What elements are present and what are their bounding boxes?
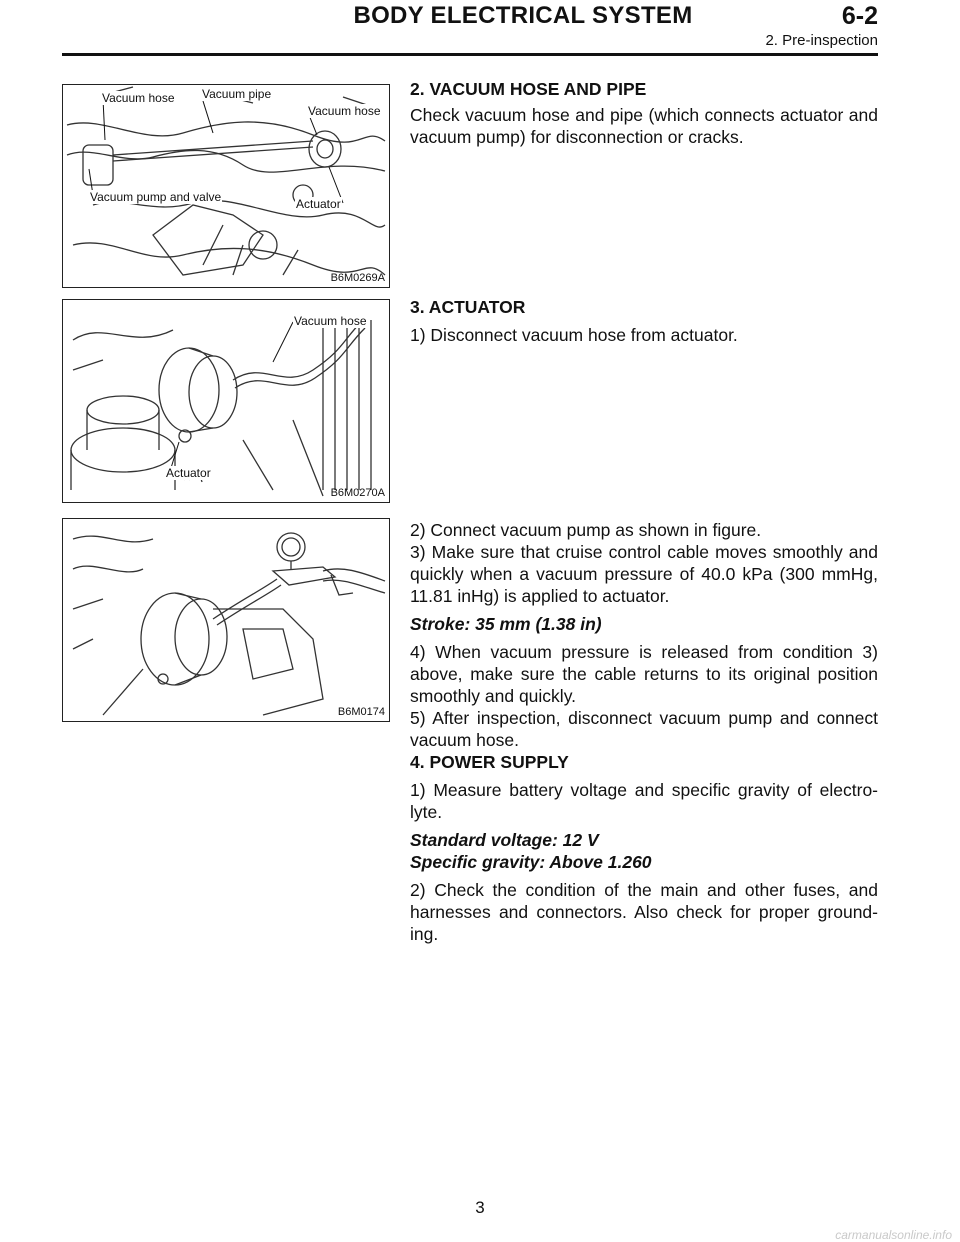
figure-actuator xyxy=(62,299,390,503)
page-number: 3 xyxy=(475,1198,485,1217)
figure-label: Vacuum pump and valve xyxy=(90,190,222,204)
figure-code: B6M0174 xyxy=(337,706,385,718)
spec-value: Specific gravity: Above 1.260 xyxy=(410,852,652,872)
actuator-test-steps xyxy=(410,519,878,945)
step-text: 2) Connect vacuum pump as shown in figure. xyxy=(410,520,762,540)
section-number: 6-2 xyxy=(841,2,878,30)
figure-vacuum-pump-test xyxy=(62,518,390,722)
step-text: 3) Make sure that cruise control cable moves smoothly and quickly when a vacuum pressure of 40.0 kPa (300 mmHg, 11.81 inHg) is applied to actuator. xyxy=(410,542,878,606)
figure-label: Vacuum hose xyxy=(294,314,367,328)
figure-code: B6M0269A xyxy=(330,272,385,284)
figure-vacuum-hose-pipe xyxy=(62,84,390,288)
figure-label: Actuator xyxy=(166,466,211,480)
section-heading: 3. ACTUATOR xyxy=(410,297,526,317)
figure-label: Vacuum hose xyxy=(308,104,381,118)
figure-code: B6M0270A xyxy=(330,487,385,499)
figure-label: Actuator xyxy=(296,197,341,211)
section-heading: 2. VACUUM HOSE AND PIPE xyxy=(410,79,647,99)
spec-value: Stroke: 35 mm (1.38 in) xyxy=(410,614,602,634)
page-header-title: BODY ELECTRICAL SYSTEM xyxy=(353,2,693,29)
figure-label: Vacuum hose xyxy=(102,91,175,105)
section-vacuum-hose xyxy=(410,78,878,148)
step-text: 5) After inspection, disconnect vacuum pump and connect vacuum hose. xyxy=(410,708,878,750)
section-body: Check vacuum hose and pipe (which connects actuator and vacuum pump) for disconnection or cracks. xyxy=(410,105,878,147)
subsection-title: 2. Pre-inspection xyxy=(765,32,878,49)
footer-watermark: carmanualsonline.info xyxy=(835,1228,952,1242)
header-rule xyxy=(62,53,878,56)
spec-value: Standard voltage: 12 V xyxy=(410,830,599,850)
vacuum-pump-illustration xyxy=(63,519,389,721)
figure-label: Vacuum pipe xyxy=(202,87,272,101)
step-text: 1) Disconnect vacuum hose from actuator. xyxy=(410,325,738,345)
section-actuator xyxy=(410,296,878,346)
step-text: 1) Measure battery voltage and specific gravity of electro-lyte. xyxy=(410,780,878,822)
step-text: 4) When vacuum pressure is released from condition 3) above, make sure the cable returns to its original position smoothly and quickly. xyxy=(410,642,878,706)
actuator-illustration xyxy=(63,300,389,502)
section-heading: 4. POWER SUPPLY xyxy=(410,752,569,772)
step-text: 2) Check the condition of the main and other fuses, and harnesses and connectors. Also check for proper ground-ing. xyxy=(410,880,878,944)
